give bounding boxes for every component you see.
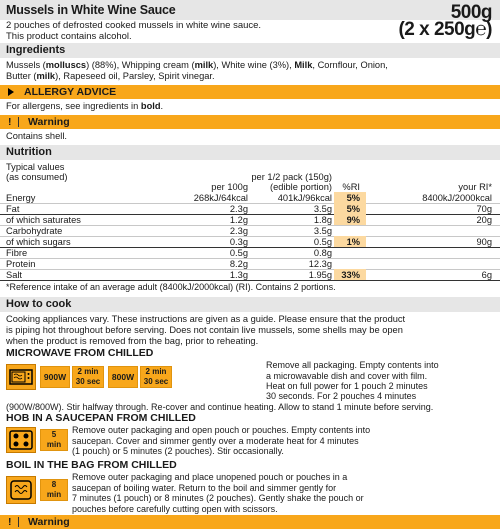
microwave-icon — [6, 364, 36, 390]
typical-values-label: Typical values — [6, 162, 65, 172]
table-row: Energy 268kJ/64kcal 401kJ/96kcal 5% 8400kJ/2000kcal — [0, 193, 500, 204]
ingredients-text — [0, 60, 500, 82]
pack-weight — [398, 19, 492, 41]
net-weight: 500g — [450, 2, 492, 23]
hob-row — [0, 425, 500, 459]
cook-intro-line: is piping hot throughout before serving. Does not contain live mussels, some shells may be open — [6, 325, 403, 335]
microwave-instructions-full: 30 seconds. For 2 pouches 4 minutes (900W/800W). Stir halfway through. Re-cover and continue heating. Allow to stand 1 minute before serving. — [6, 391, 434, 412]
table-row: Salt 1.3g 1.95g 33% 6g — [0, 270, 500, 281]
table-row: Carbohydrate 2.3g 3.5g — [0, 226, 500, 237]
table-row: Fat 2.3g 3.5g 5% 70g — [0, 204, 500, 215]
boil-row — [0, 472, 500, 515]
exclamation-icon: ! — [8, 116, 12, 128]
divider — [18, 117, 19, 127]
col-per-pack: per 1/2 pack (150g) — [251, 172, 332, 182]
warning-text: Contains shell. — [6, 131, 67, 141]
cook-intro — [0, 314, 500, 347]
allergy-text: For allergens, see ingredients in bold. — [6, 101, 164, 111]
microwave-title: MICROWAVE FROM CHILLED — [6, 347, 154, 359]
nutrition-footnote: *Reference intake of an average adult (8400kJ/2000kcal) (RI). Contains 2 portions. — [6, 282, 336, 292]
nutrition-table — [0, 193, 500, 281]
table-row: Fibre 0.5g 0.8g — [0, 248, 500, 259]
exclamation-icon: ! — [8, 516, 12, 528]
description-line: This product contains alcohol. — [6, 31, 132, 42]
time-badge: 8 min — [40, 479, 68, 501]
allergy-advice-bar — [0, 85, 500, 99]
ingredients-line: Mussels (molluscs) (88%), Whipping cream (milk), White wine (3%), Milk, Cornflour, Onion, — [6, 60, 388, 70]
warning-heading: Warning — [28, 116, 70, 128]
wattage-badge: 800W — [108, 366, 138, 388]
product-title: Mussels in White Wine Sauce — [6, 3, 176, 17]
ingredients-heading: Ingredients — [0, 43, 500, 58]
pack-weight-text: (2 x 250g — [398, 19, 476, 40]
how-to-cook-heading: How to cook — [0, 297, 500, 312]
cook-intro-line: Cooking appliances vary. These instructions are given as a guide. Please ensure that the product — [6, 314, 406, 324]
cook-intro-line: when the product is removed from the bag, prior to reheating. — [6, 336, 259, 346]
hob-title: HOB IN A SAUCEPAN FROM CHILLED — [6, 412, 196, 424]
warning-heading: Warning — [28, 516, 70, 528]
divider — [18, 517, 19, 527]
col-per-pack-sub: (edible portion) — [269, 182, 332, 192]
time-badge: 2 min 30 sec — [72, 366, 104, 388]
boil-instructions: Remove outer packaging and place unopened pouch or pouches in a saucepan of boiling water. Return to the boil and simmer gently for 7 minutes (1 pouch) or 8 minutes (2 pouches). Gently shake the pouch or pouches before carefully cutting open with scissors. — [72, 472, 364, 514]
col-your-ri: your RI* — [458, 182, 492, 192]
wattage-badge: 900W — [40, 366, 70, 388]
table-row: of which saturates 1.2g 1.8g 9% 20g — [0, 215, 500, 226]
table-row: of which sugars 0.3g 0.5g 1% 90g — [0, 237, 500, 248]
hob-icon — [6, 427, 36, 453]
col-ri: %RI — [342, 182, 360, 192]
boil-title: BOIL IN THE BAG FROM CHILLED — [6, 459, 177, 471]
microwave-instructions: Remove all packaging. Empty contents into a microwavable dish and cover with film. Heat on full power for 1 pouch 2 minutes — [266, 360, 439, 391]
arrow-icon — [8, 88, 14, 96]
nutrition-heading: Nutrition — [0, 145, 500, 160]
title-bar — [0, 0, 500, 23]
estimated-sign: ℮) — [475, 19, 492, 40]
description-line: 2 pouches of defrosted cooked mussels in white wine sauce. — [6, 20, 262, 31]
warning-bar — [0, 115, 500, 129]
warning-bar-bottom — [0, 515, 500, 529]
table-row: Protein 8.2g 12.3g — [0, 259, 500, 270]
as-consumed-label: (as consumed) — [6, 172, 68, 182]
time-badge: 5 min — [40, 429, 68, 451]
description-block — [0, 20, 500, 42]
ingredients-line: Butter (milk), Rapeseed oil, Parsley, Spirit vinegar. — [6, 71, 215, 81]
allergy-heading: ALLERGY ADVICE — [24, 86, 117, 98]
nutrition-header — [0, 162, 500, 193]
time-badge: 2 min 30 sec — [140, 366, 172, 388]
col-per-100g: per 100g — [211, 182, 248, 192]
microwave-row — [0, 360, 500, 394]
hob-instructions: Remove outer packaging and open pouch or pouches. Empty contents into saucepan. Cover and simmer gently over a moderate heat for 4 minutes (1 pouch) or 5 minutes (2 pouches). Stir occasionally. — [72, 425, 371, 456]
